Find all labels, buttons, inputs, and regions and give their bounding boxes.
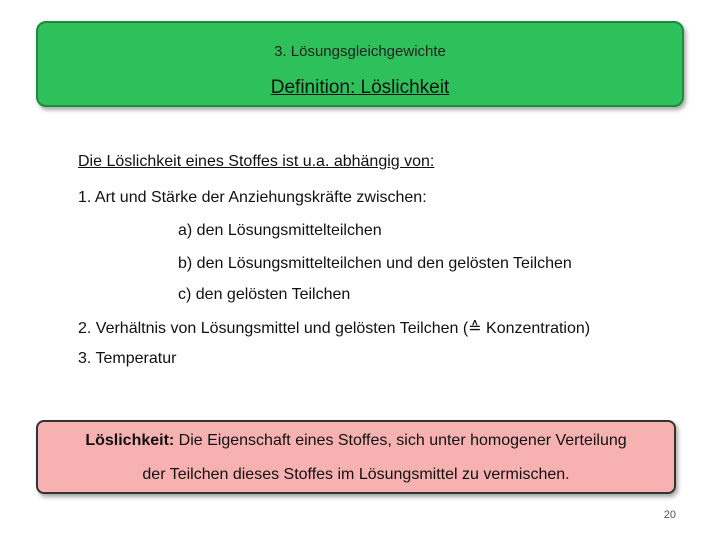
definition-box [36,420,676,494]
definition-term: Löslichkeit: [85,432,175,449]
chapter-title: 3. Lösungsgleichgewichte [274,43,446,60]
definition-text-1: Die Eigenschaft eines Stoffes, sich unter homogener Verteilung [174,432,627,449]
definition-line-2: der Teilchen dieses Stoffes im Lösungsmittel zu vermischen. [142,466,570,483]
list-item-1: 1. Art und Stärke der Anziehungskräfte zwischen: [78,189,427,206]
sub-item-b: b) den Lösungsmittelteilchen und den gelösten Teilchen [178,255,572,272]
list-item-3: 3. Temperatur [78,350,177,367]
definition-line-1 [38,424,674,458]
list-item-2: 2. Verhältnis von Lösungsmittel und gelösten Teilchen (≙ Konzentration) [78,320,591,337]
sub-item-c: c) den gelösten Teilchen [178,286,351,303]
definition-title: Definition: Löslichkeit [270,77,450,98]
sub-item-a: a) den Lösungsmittelteilchen [178,222,382,239]
header-box [36,21,684,107]
page-number: 20 [663,509,676,521]
intro-text: Die Löslichkeit eines Stoffes ist u.a. abhängig von: [78,153,435,170]
